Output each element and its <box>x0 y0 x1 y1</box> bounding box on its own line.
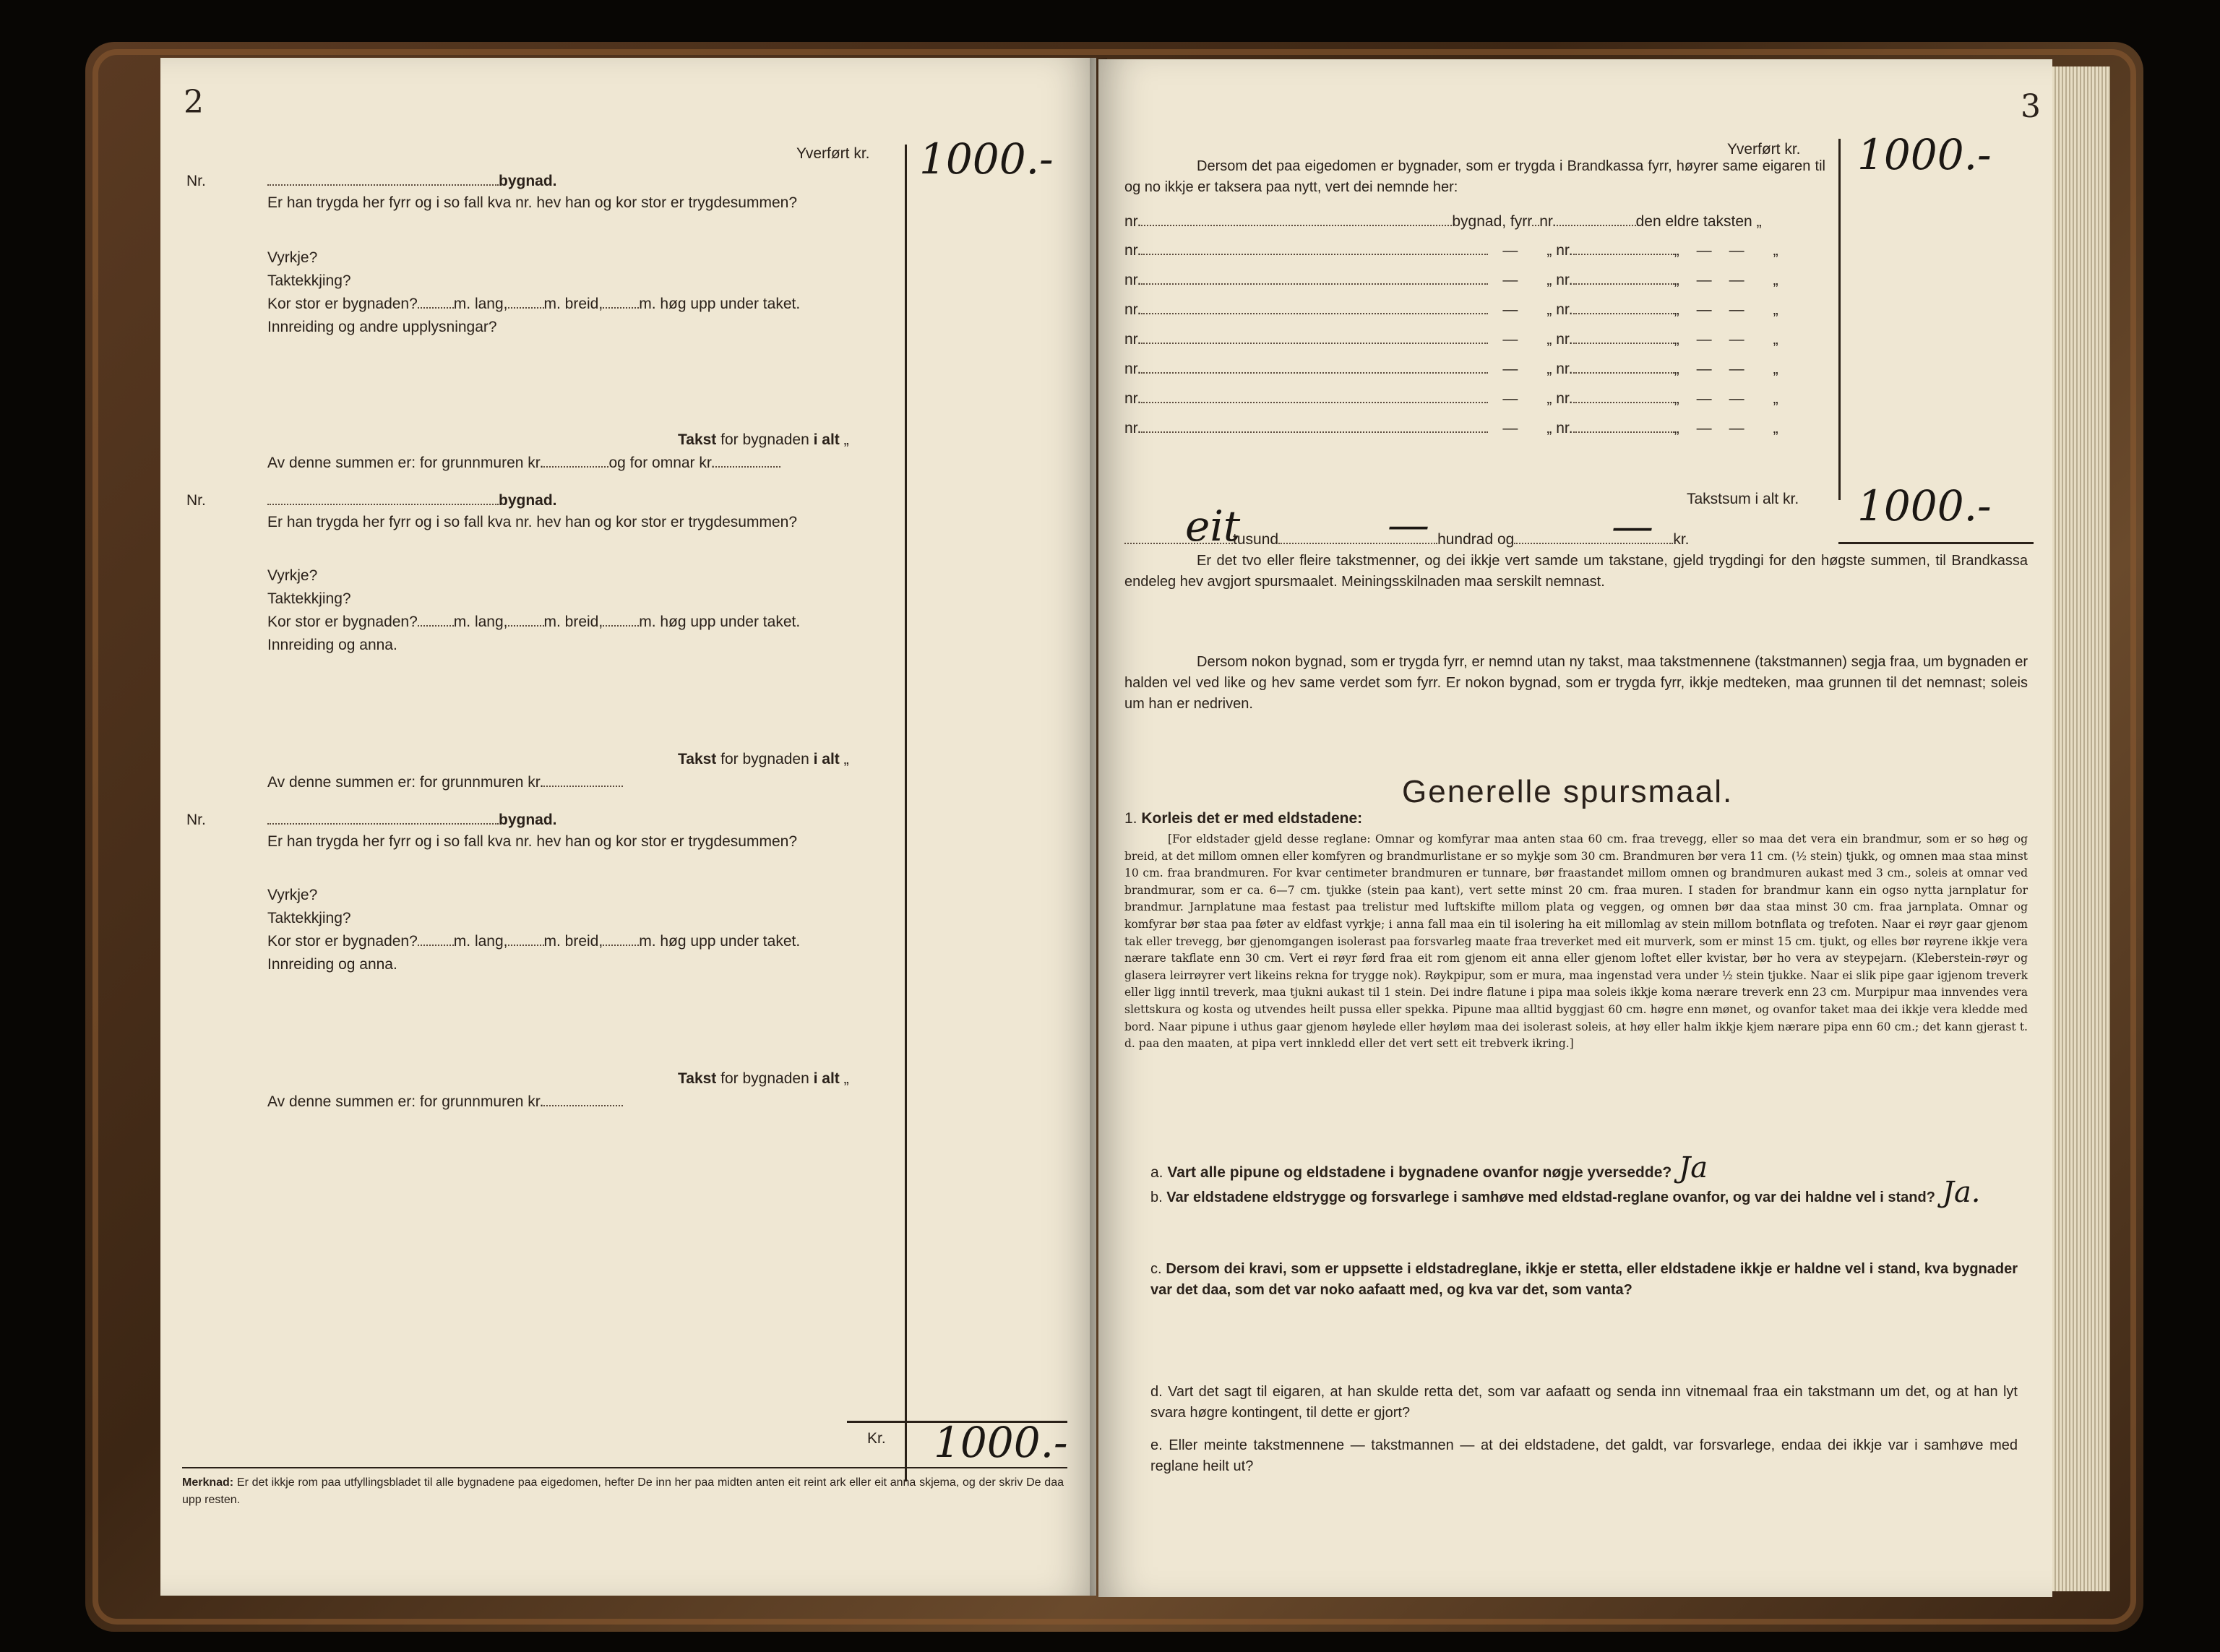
innreiding: Innreiding og andre upplysningar? <box>267 319 497 335</box>
question: Er han trygda her fyrr og i so fall kva nr. hev han og kor stor er trygdesummen? <box>267 833 798 850</box>
summen-line: Av denne summen er: for grunnmuren kr. og for omnar kr. <box>267 454 780 472</box>
prior-row: nr. — „ nr. „ — — „ <box>1124 242 1778 259</box>
paragraph-disagreement: Er det tvo eller fleire takstmenner, og dei ikkje vert samde um takstane, gjeld trygdingi for den høgste summen, til Brandkassa endeleg hev avgjort spursmaalet. Meiningsskilnaden maa serskilt nemnast. <box>1124 553 2028 590</box>
bygnad-line: bygnad. <box>267 811 557 829</box>
yverfort-label: Yverført kr. <box>1727 141 1801 158</box>
summen-line: Av denne summen er: for grunnmuren kr. <box>267 1093 623 1111</box>
paragraph-no-new-takst: Dersom nokon bygnad, som er trygda fyrr, er nemnd utan ny takst, maa takstmennene (takstmannen) segja fraa, um bygnaden er halden vel ved like og hev same verdet som fyrr. Er nokon bygnad, som er trygda fyrr, ikkje medteken, maa grunnen til det nemnast; soleis um han er nedriven. <box>1124 654 2028 712</box>
takst-line: Takst for bygnaden i alt „ <box>678 1070 849 1087</box>
bygnad-label: bygnad. <box>499 173 557 189</box>
question-1: 1. Korleis det er med eldstadene: <box>1124 810 1363 827</box>
yverfort-label: Yverført kr. <box>796 145 870 162</box>
innreiding: Innreiding og anna. <box>267 637 397 653</box>
yverfort-value: 1000.- <box>919 134 1054 184</box>
size-line: Kor stor er bygnaden? m. lang, m. breid, m. høg upp under taket. <box>267 296 801 312</box>
innreiding: Innreiding og anna. <box>267 956 397 973</box>
question-e: e. Eller meinte takstmennene — takstmannen — at dei eldstadene, det galdt, var forsvarlege, endaa dei ikkje var i samhøve med reglane heilt ut? <box>1150 1437 2018 1474</box>
page-edges <box>2052 66 2110 1591</box>
question-c: c. Dersom dei kravi, som er uppsette i eldstadreglane, ikkje er stetta, eller eldstadene ikkje er haldne vel i stand, kva bygnader var det daa, som det var noko aafaatt med, og kva var det, som vanta? <box>1150 1261 2018 1298</box>
question-d: d. Vart det sagt til eigaren, at han skulde retta det, som var aafaatt og senda inn vitnemaal fraa ein takstmann um det, og at han lyt svara høgre kontingent, til dette er gjort? <box>1150 1384 2018 1421</box>
prior-row: nr. — „ nr. „ — — „ <box>1124 331 1778 348</box>
amount-words-hand: eit <box>1185 502 1241 551</box>
nr-label: Nr. <box>186 812 206 828</box>
takstsum-value: 1000.- <box>1857 481 1992 530</box>
prior-row: nr. — „ nr. „ — — „ <box>1124 420 1778 436</box>
question-b: b. Var eldstadene eldstrygge og forsvarlege i samhøve med eldstad-reglane ovanfor, og var dei haldne vel i stand? Ja. <box>1150 1176 1981 1209</box>
nr-label: Nr. <box>186 173 206 189</box>
amount-words-line: tusund hundrad og kr. <box>1124 530 1690 548</box>
amount-column-line <box>905 145 907 1481</box>
vyrkje: Vyrkje? <box>267 249 318 266</box>
taktekkjing: Taktekkjing? <box>267 272 351 289</box>
kr-dash: — <box>1612 502 1653 551</box>
taktekkjing: Taktekkjing? <box>267 590 351 607</box>
vyrkje: Vyrkje? <box>267 887 318 903</box>
section-heading: Generelle spursmaal. <box>1402 774 1734 809</box>
takstsum-label: Takstsum i alt kr. <box>1687 491 1799 507</box>
takst-line: Takst for bygnaden i alt „ <box>678 431 849 448</box>
merknad: Merknad: Er det ikkje rom paa utfyllingsbladet til alle bygnadene paa eigedomen, hefter De inn her paa midten anten eit reint ark eller eit anna skjema, og der skriv De daa upp resten. <box>182 1476 1064 1506</box>
vyrkje: Vyrkje? <box>267 567 318 584</box>
size-line: Kor stor er bygnaden? m. lang, m. breid, m. høg upp under taket. <box>267 933 801 950</box>
yverfort-value: 1000.- <box>1857 130 1992 179</box>
summen-line: Av denne summen er: for grunnmuren kr. <box>267 773 623 791</box>
hundrad-dash: — <box>1388 500 1429 549</box>
merknad-rule <box>182 1467 1067 1468</box>
total-label: Kr. <box>867 1430 886 1447</box>
prior-row: nr. — „ nr. „ — — „ <box>1124 301 1778 318</box>
bygnad-line <box>267 172 557 190</box>
taktekkjing: Taktekkjing? <box>267 910 351 926</box>
page-number: 3 <box>2021 88 2041 125</box>
size-line: Kor stor er bygnaden? m. lang, m. breid, m. høg upp under taket. <box>267 614 801 630</box>
left-page <box>160 58 1096 1596</box>
nr-label: Nr. <box>186 492 206 509</box>
prior-row: nr. bygnad, fyrr nr. den eldre taksten „ <box>1124 213 1762 230</box>
prior-row: nr. — „ nr. „ — — „ <box>1124 390 1778 407</box>
takstsum-rule <box>1838 542 2034 544</box>
prior-row: nr. — „ nr. „ — — „ <box>1124 272 1778 288</box>
page-number: 2 <box>184 84 204 121</box>
question-a: a. Vart alle pipune og eldstadene i bygnadene ovanfor nøgje yversedde? Ja <box>1150 1151 1708 1184</box>
question: Er han trygda her fyrr og i so fall kva nr. hev han og kor stor er trygdesummen? <box>267 194 798 211</box>
intro: Dersom det paa eigedomen er bygnader, som er trygda i Brandkassa fyrr, høyrer same eigaren til og no ikkje er taksera paa nytt, vert dei nemnde her: <box>1124 158 1825 195</box>
prior-row: nr. — „ nr. „ — — „ <box>1124 361 1778 377</box>
question: Er han trygda her fyrr og i so fall kva nr. hev han og kor stor er trygdesummen? <box>267 514 798 530</box>
bygnad-line: bygnad. <box>267 491 557 509</box>
amount-column-line <box>1838 139 1841 500</box>
right-page <box>1098 59 2052 1597</box>
takst-line: Takst for bygnaden i alt „ <box>678 751 849 767</box>
total-value: 1000.- <box>934 1418 1068 1467</box>
eldstad-regulations: [For eldstader gjeld desse reglane: Omnar og komfyrar maa anten staa 60 cm. fraa trevegg, eller so maa det vera ein brandmur, som er so høg og breid, at det millom omnen eller komfyren og brandmurlistane er so mykje som 30 cm. Brandmuren bør vera 11 cm. (½ stein) tjukk, og omnen maa staa minst 10 cm. fraa brandmuren. For kvar centimeter brandmuren er tunnare, bør fraastandet millom omnen og brandmuren aukast med 3 cm., soleis at omnar ved brandmurar, som er ca. 6—7 cm. tjukke (stein paa kant), vert sette minst 20 cm. fraa muren. I staden for brandmur kann ein ogso nytta jarnplatur for brandmur. Jarnplatune maa festast paa trelistur med luftskifte millom plata og veggen, og omnen bør daa staa minst 30 cm. fraa jarnplata. Omnar og komfyrar bør staa paa føter av eldfast vyrkje; i anna fall maa ein til isolering ha eit millomlag av stein millom botnflata og trefoten. Naar ei røyr gaar gjenom tak eller trevegg, bør gjenomgangen isolerast paa forsvarleg maate fraa treverket med eit murverk, som er minst 15 cm. tjukt, og elles bør røyrene ikkje vera nærare takflate enn 30 cm. Vert ei røyr førd fraa eit rom gjenom eit anna eller gjenom loftet eller kvistar, bør ho vera av steypejarn. (Kleberstein-røyr og glasera leirrøyrer vert likeins rekna for trygge nok). Røykpipur, som er mura, maa ingenstad vera under ½ stein tjukke. Naar ei slik pipe gaar igjenom treverk eller ligg inntil treverk, maa tjukni aukast til 1 stein. Dei indre flatune i pipa maa soleis ikkje koma nærare treverk enn 23 cm. Murpipur maa innvendes vera slettskura og kosta og utvendes heilt pussa eller spekka. Pipune maa alltid byggjast 60 cm. høgre enn mønet, og ovanfor taket maa dei ikkje vera kledde med bord. Naar pipune i uthus gaar gjenom høylede eller høyløm maa dei isolerast soleis, at høy eller halm ikkje kjem nærare pipa enn 60 cm.; det kann gjerast t. d. paa den maaten, at pipa vert innkledd eller det vert sett eit trebverk ikring.] <box>1124 833 2028 1051</box>
